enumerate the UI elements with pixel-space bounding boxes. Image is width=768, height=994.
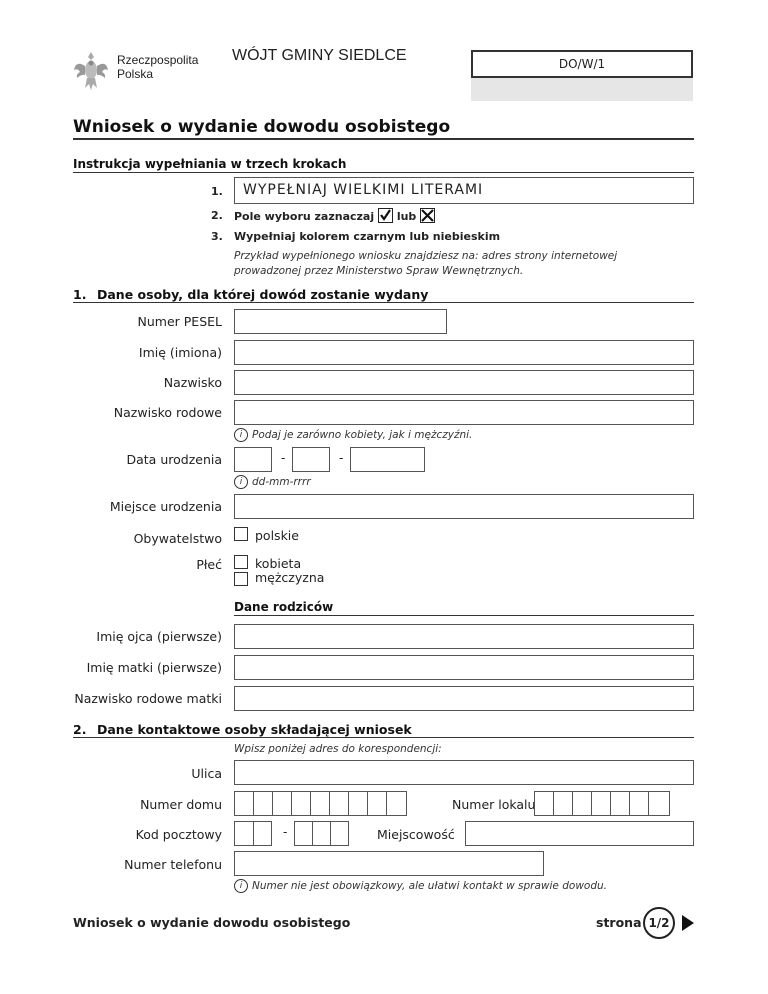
first-name-label: Imię (imiona): [138, 345, 222, 360]
page-word: strona: [596, 915, 642, 930]
step1-example-box: [234, 177, 694, 204]
emblem-text-line1: Rzeczpospolita: [117, 53, 199, 67]
date-separator-1: -: [281, 451, 286, 465]
sex-male-label: mężczyzna: [255, 570, 325, 585]
emblem-text-line2: Polska: [117, 67, 154, 81]
birth-place-label: Miejsce urodzenia: [109, 499, 222, 514]
birth-surname-hint: [234, 428, 472, 442]
birth-day-input[interactable]: [234, 447, 272, 472]
address-note: Wpisz poniżej adres do korespondencji:: [234, 743, 442, 755]
birth-surname-label: Nazwisko rodowe: [113, 405, 222, 420]
citizenship-option: polskie: [255, 528, 299, 543]
birth-date-hint: [234, 475, 311, 489]
authority-name: WÓJT GMINY SIEDLCE: [232, 47, 407, 64]
page-title: Wniosek o wydanie dowodu osobistego: [73, 117, 451, 137]
step2-line: [234, 208, 435, 223]
mother-surname-input[interactable]: [234, 686, 694, 711]
next-page-arrow-icon[interactable]: [681, 915, 695, 934]
flat-number-label: Numer lokalu: [452, 797, 536, 812]
city-label: Miejscowość: [377, 827, 455, 842]
section2-rule: [73, 737, 694, 738]
section2-number: 2.: [73, 722, 87, 737]
form-code: DO/W/1: [471, 50, 693, 78]
city-input[interactable]: [465, 821, 694, 846]
birth-surname-input[interactable]: [234, 400, 694, 425]
pesel-input[interactable]: [234, 309, 447, 334]
cross-example-icon: [420, 208, 435, 223]
postcode-second-input[interactable]: [294, 821, 349, 846]
postcode-first-input[interactable]: [234, 821, 272, 846]
info-icon: i: [234, 879, 248, 893]
form-code-box: [471, 50, 693, 101]
birth-month-input[interactable]: [292, 447, 330, 472]
page-number-badge: [643, 907, 675, 939]
instructions-rule: [73, 172, 694, 173]
info-icon: i: [234, 428, 248, 442]
birth-place-input[interactable]: [234, 494, 694, 519]
surname-label: Nazwisko: [163, 375, 222, 390]
pesel-label: Numer PESEL: [137, 314, 222, 329]
step1-number: 1.: [211, 185, 223, 198]
mother-name-input[interactable]: [234, 655, 694, 680]
step2-text-b: lub: [396, 210, 417, 223]
phone-hint-text: Numer nie jest obowiązkowy, ale ułatwi kontakt w sprawie dowodu.: [252, 880, 607, 892]
section1-rule: [73, 302, 694, 303]
date-separator-2: -: [339, 451, 344, 465]
birth-date-hint-text: dd-mm-rrrr: [252, 476, 311, 488]
step2-text-a: Pole wyboru zaznaczaj: [234, 210, 375, 223]
postcode-label: Kod pocztowy: [135, 827, 222, 842]
birth-surname-hint-text: Podaj je zarówno kobiety, jak i mężczyźni.: [252, 429, 473, 441]
page-number: 1/2: [648, 916, 670, 930]
citizenship-label: Obywatelstwo: [133, 531, 222, 546]
sex-female-checkbox[interactable]: [234, 555, 248, 569]
flat-number-input[interactable]: [534, 791, 670, 816]
step1-text: WYPEŁNIAJ WIELKIMI LITERAMI: [243, 182, 484, 198]
section1-heading: Dane osoby, dla której dowód zostanie wydany: [97, 287, 429, 302]
emblem-icon: [72, 48, 110, 92]
citizenship-checkbox[interactable]: [234, 527, 248, 541]
parents-rule: [234, 615, 694, 616]
house-number-label: Numer domu: [140, 797, 222, 812]
mother-name-label: Imię matki (pierwsze): [86, 660, 222, 675]
father-name-input[interactable]: [234, 624, 694, 649]
title-rule: [73, 138, 694, 140]
instructions-heading: Instrukcja wypełniania w trzech krokach: [73, 157, 347, 171]
parents-heading: Dane rodziców: [234, 600, 334, 614]
step3-number: 3.: [211, 230, 223, 243]
instructions-note: Przykład wypełnionego wniosku znajdziesz na: adres strony internetowej prowadzonej przez Ministerstwo Spraw Wewnętrznych.: [234, 250, 618, 277]
phone-input[interactable]: [234, 851, 544, 876]
street-label: Ulica: [191, 766, 222, 781]
mother-surname-label: Nazwisko rodowe matki: [74, 691, 222, 706]
checkmark-example-icon: [378, 208, 393, 223]
birth-date-label: Data urodzenia: [126, 452, 222, 467]
sex-female-label: kobieta: [255, 556, 302, 571]
footer-title: Wniosek o wydanie dowodu osobistego: [73, 915, 351, 930]
section2-heading: Dane kontaktowe osoby składającej wniosek: [97, 722, 412, 737]
sex-male-checkbox[interactable]: [234, 572, 248, 586]
step3-text: Wypełniaj kolorem czarnym lub niebieskim: [234, 230, 501, 243]
street-input[interactable]: [234, 760, 694, 785]
father-name-label: Imię ojca (pierwsze): [96, 629, 222, 644]
first-name-input[interactable]: [234, 340, 694, 365]
surname-input[interactable]: [234, 370, 694, 395]
phone-label: Numer telefonu: [124, 857, 222, 872]
postcode-separator: -: [283, 825, 288, 839]
info-icon: i: [234, 475, 248, 489]
sex-label: Płeć: [196, 557, 222, 572]
phone-hint: [234, 879, 607, 893]
section1-number: 1.: [73, 287, 87, 302]
step2-number: 2.: [211, 209, 223, 222]
birth-year-input[interactable]: [350, 447, 425, 472]
house-number-input[interactable]: [234, 791, 407, 816]
